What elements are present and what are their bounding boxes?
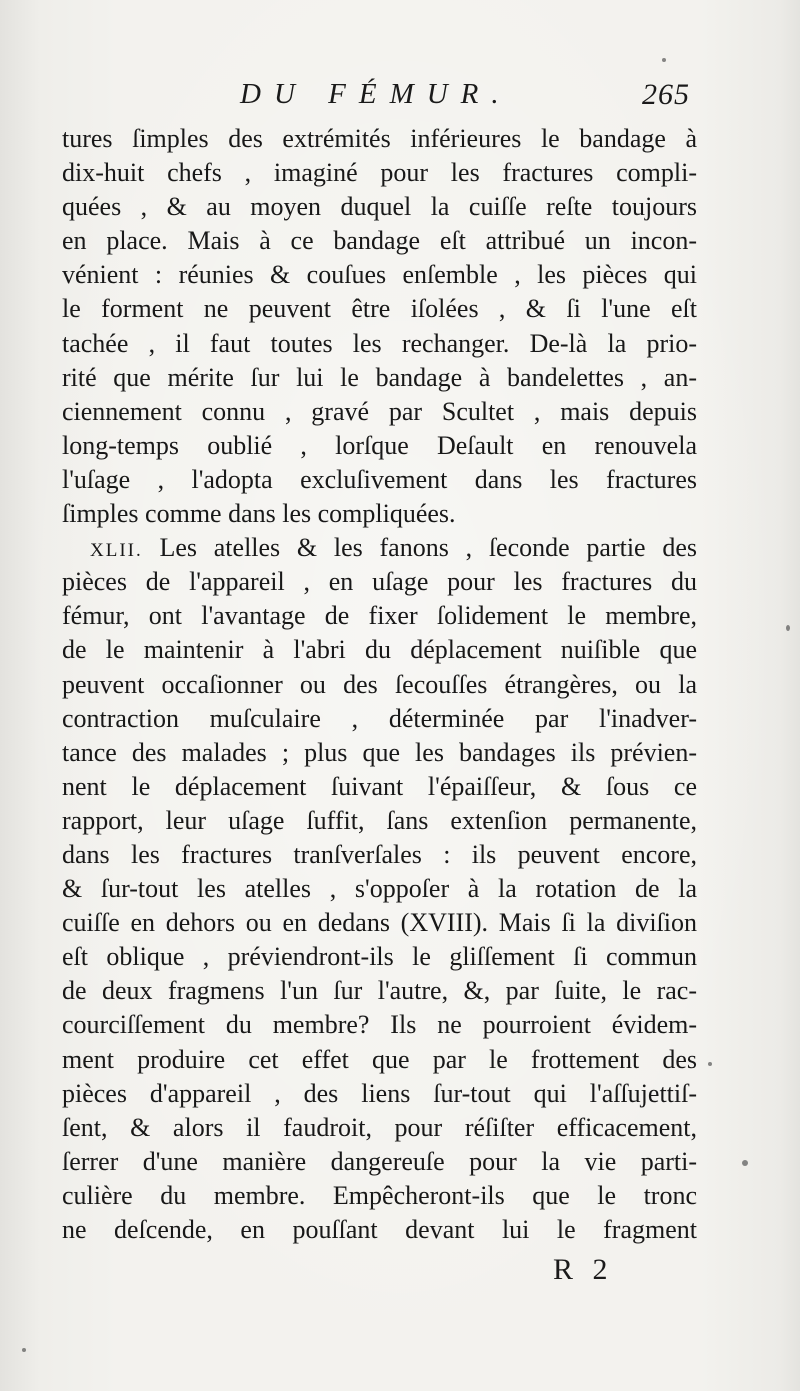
text-line: ſent, & alors il faudroit, pour réſiſter efficacement, — [62, 1112, 697, 1142]
text-line: vénient : réunies & couſues enſemble , les pièces qui — [62, 260, 697, 290]
text-line: tures ſimples des extrémités inférieures le bandage à — [62, 124, 697, 153]
text-line: & ſur-tout les atelles , s'oppoſer à la rotation de la — [62, 874, 697, 904]
text-line: rité que mérite ſur lui le bandage à bandelettes , an- — [62, 362, 697, 392]
signature-mark: R 2 — [553, 1253, 614, 1286]
text-line: cuiſſe en dehors ou en dedans (XVIII). Mais ſi la diviſion — [62, 908, 697, 938]
text-line: courciſſement du membre? Ils ne pourroient évidem- — [62, 1010, 697, 1040]
paper-speck — [22, 1348, 26, 1352]
paragraph-opening-text: Les atelles & les fanons , ſeconde partie des — [159, 533, 698, 563]
text-line: pièces d'appareil , des liens ſur-tout qui l'aſſujettiſ- — [62, 1078, 697, 1108]
text-line: long-temps oublié , lorſque Deſault en renouvela — [62, 430, 697, 460]
page-number: 265 — [642, 78, 690, 111]
running-title: DU FÉMUR. — [240, 78, 512, 110]
paper-speck — [708, 1062, 712, 1066]
text-line: eſt oblique , préviendront-ils le gliſſement ſi commun — [62, 942, 697, 972]
paper-speck — [742, 1160, 748, 1166]
text-line: peuvent occaſionner ou des ſecouſſes étrangères, ou la — [62, 669, 697, 699]
text-line: de le maintenir à l'abri du déplacement nuiſible que — [62, 635, 697, 665]
text-line: en place. Mais à ce bandage eſt attribué un incon- — [62, 226, 697, 256]
text-line: ſerrer d'une manière dangereuſe pour la vie parti- — [62, 1146, 697, 1176]
text-line: le forment ne peuvent être iſolées , & ſi l'une eſt — [62, 294, 697, 324]
text-line: ne deſcende, en pouſſant devant lui le fragment — [62, 1215, 697, 1244]
paper-speck — [786, 625, 790, 631]
text-line: quées , & au moyen duquel la cuiſſe reſte toujours — [62, 192, 697, 222]
text-line: rapport, leur uſage ſuffit, ſans extenſion permanente, — [62, 805, 697, 835]
text-line: tance des malades ; plus que les bandages ils prévien- — [62, 737, 697, 767]
section-number: XLII. — [90, 540, 143, 562]
text-line: ment produire cet effet que par le frottement des — [62, 1044, 697, 1074]
paragraph-opening-line — [62, 531, 697, 565]
paper-speck — [662, 58, 666, 62]
text-line: l'uſage , l'adopta excluſivement dans les fractures — [62, 464, 697, 494]
body-text — [62, 122, 697, 1247]
text-line: fémur, ont l'avantage de fixer ſolidement le membre, — [62, 601, 697, 631]
text-line: contraction muſculaire , déterminée par l'inadver- — [62, 703, 697, 733]
text-line: culière du membre. Empêcheront-ils que le tronc — [62, 1180, 697, 1210]
text-line: tachée , il faut toutes les rechanger. De-là la prio- — [62, 328, 697, 358]
text-line: dix-huit chefs , imaginé pour les fractures compli- — [62, 158, 697, 188]
text-line: ciennement connu , gravé par Scultet , mais depuis — [62, 396, 697, 426]
text-line: dans les fractures tranſverſales : ils peuvent encore, — [62, 839, 697, 869]
text-line: pièces de l'appareil , en uſage pour les fractures du — [62, 567, 697, 597]
text-line: nent le déplacement ſuivant l'épaiſſeur, & ſous ce — [62, 771, 697, 801]
running-head — [0, 78, 800, 118]
text-line: de deux fragmens l'un ſur l'autre, &, par ſuite, le rac- — [62, 976, 697, 1006]
text-line: ſimples comme dans les compliquées. — [62, 499, 456, 529]
